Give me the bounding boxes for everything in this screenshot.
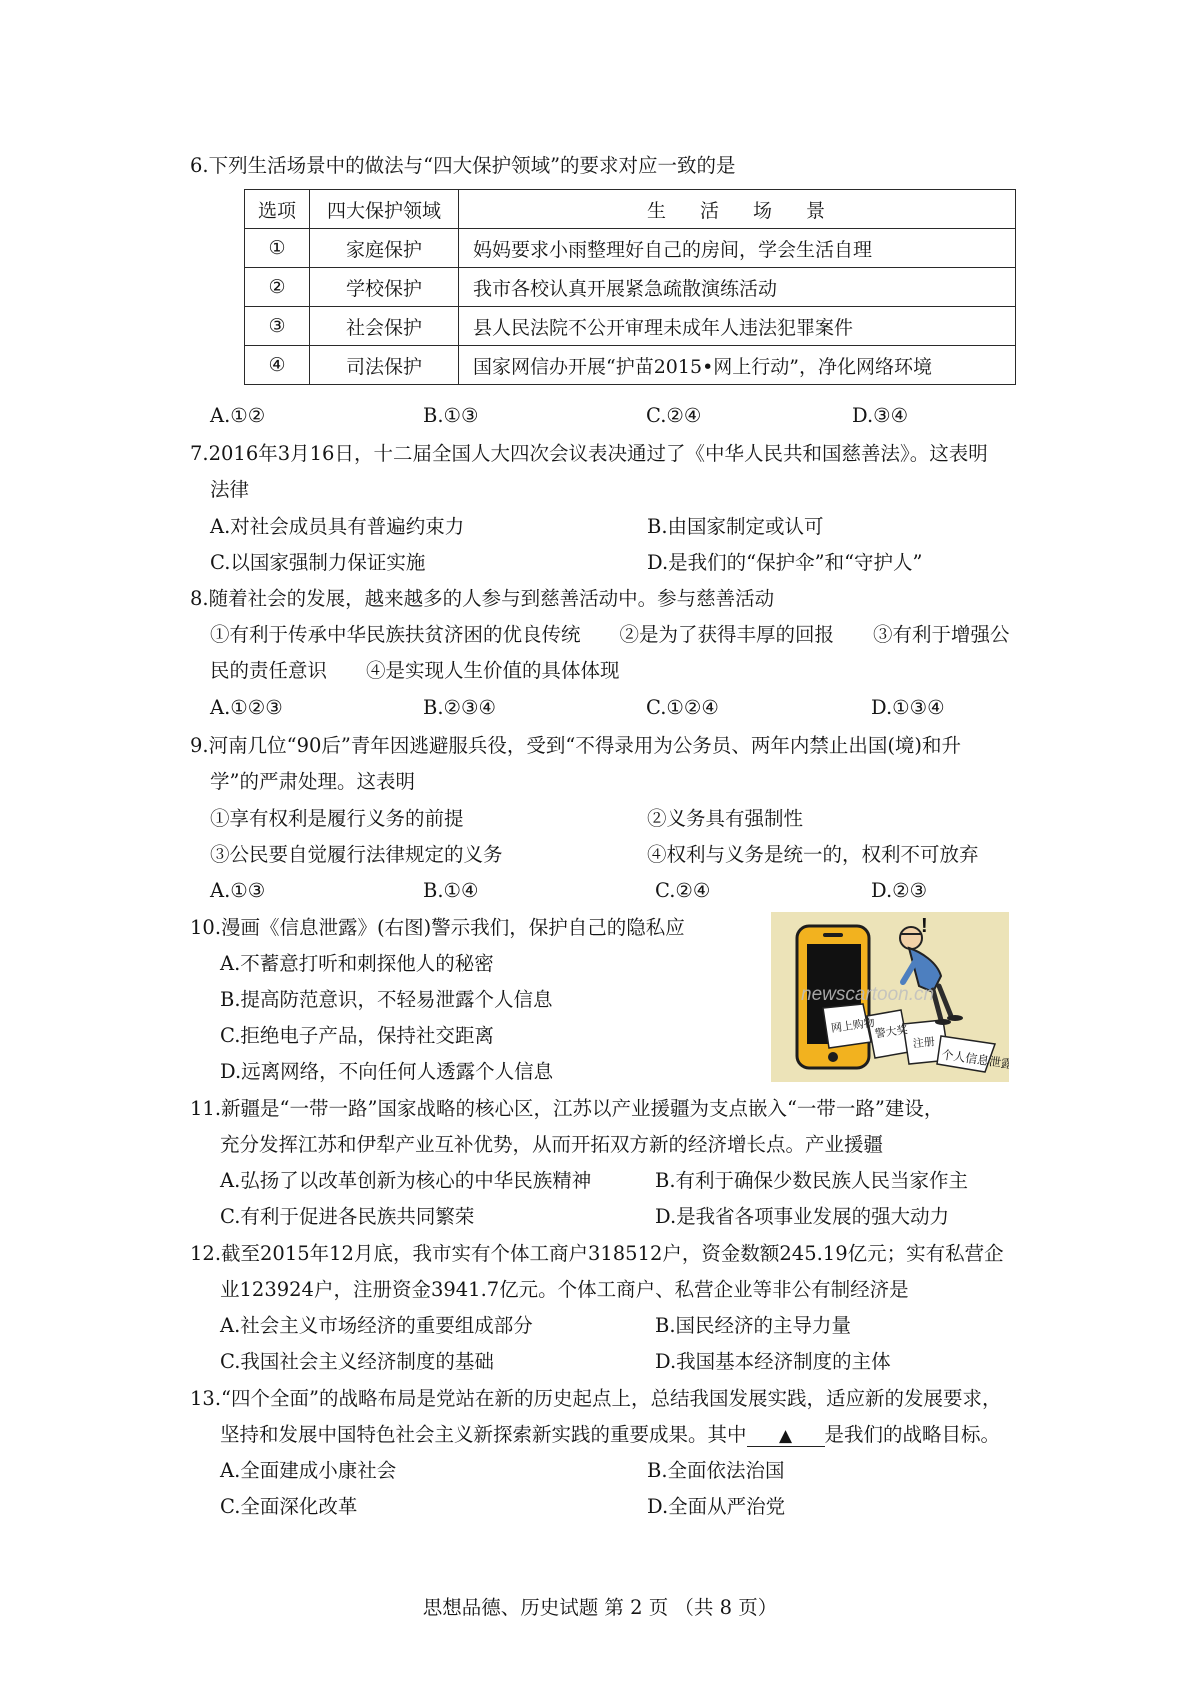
q9-item-2: ②义务具有强制性 (647, 807, 804, 830)
q12-option-b: B.国民经济的主导力量 (655, 1314, 852, 1337)
q9-option-c: C.②④ (655, 879, 711, 902)
q13-answer-blank: ▲ (747, 1426, 825, 1447)
q10-stem: 10.漫画《信息泄露》(右图)警示我们，保护自己的隐私应 (190, 916, 685, 939)
q6-row4-domain: 司法保护 (310, 346, 459, 385)
table-row (245, 268, 1016, 307)
q7-stem-line1: 7.2016年3月16日，十二届全国人大四次会议表决通过了《中华人民共和国慈善法》。这表明 (190, 442, 988, 465)
q7-option-a: A.对社会成员具有普遍约束力 (210, 515, 465, 538)
cartoon-watermark: newscartoon.cn (801, 984, 935, 1005)
q6-row2-num: ② (245, 268, 310, 307)
q7-option-b: B.由国家制定或认可 (647, 515, 824, 538)
q6-row2-domain: 学校保护 (310, 268, 459, 307)
paper-text-2: 警大奖 (874, 1024, 909, 1041)
q10-option-a: A.不蓄意打听和刺探他人的秘密 (220, 952, 494, 975)
q6-row3-domain: 社会保护 (310, 307, 459, 346)
q8-stem: 8.随着社会的发展，越来越多的人参与到慈善活动中。参与慈善活动 (190, 587, 775, 610)
q6-header-option: 选项 (245, 190, 310, 229)
q11-option-d: D.是我省各项事业发展的强大动力 (655, 1205, 950, 1228)
q13-stem-line1: 13.“四个全面”的战略布局是党站在新的历史起点上，总结我国发展实践，适应新的发展要求， (190, 1387, 1002, 1410)
q7-option-c: C.以国家强制力保证实施 (210, 551, 426, 574)
q6-header-domain: 四大保护领域 (310, 190, 459, 229)
q12-stem-line1: 12.截至2015年12月底，我市实有个体工商户318512户，资金数额245.19亿元；实有私营企 (190, 1242, 1004, 1265)
q9-item-3: ③公民要自觉履行法律规定的义务 (210, 843, 503, 866)
q6-table-header (245, 190, 1016, 229)
q11-option-c: C.有利于促进各民族共同繁荣 (220, 1205, 475, 1228)
q6-row3-scene: 县人民法院不公开审理未成年人违法犯罪案件 (459, 307, 1016, 346)
q7-option-d: D.是我们的“保护伞”和“守护人” (647, 551, 923, 574)
q13-option-d: D.全面从严治党 (647, 1495, 786, 1518)
q8-items-line1: ①有利于传承中华民族扶贫济困的优良传统 ②是为了获得丰厚的回报 ③有利于增强公 (210, 623, 1010, 646)
q6-row1-num: ① (245, 229, 310, 268)
q7-stem-line2: 法律 (210, 478, 250, 501)
q6-row2-scene: 我市各校认真开展紧急疏散演练活动 (459, 268, 1016, 307)
q13-stem-line2 (220, 1422, 1000, 1448)
q9-item-1: ①享有权利是履行义务的前提 (210, 807, 464, 830)
svg-text:!: ! (921, 915, 928, 937)
q13-stem-line2-pre: 坚持和发展中国特色社会主义新探索新实践的重要成果。其中 (220, 1423, 747, 1446)
q12-option-a: A.社会主义市场经济的重要组成部分 (220, 1314, 533, 1337)
table-row (245, 307, 1016, 346)
q6-option-a: A.①② (210, 404, 266, 427)
q6-stem: 6.下列生活场景中的做法与“四大保护领域”的要求对应一致的是 (190, 154, 736, 177)
q6-option-d: D.③④ (852, 404, 909, 427)
q10-option-d: D.远离网络，不向任何人透露个人信息 (220, 1060, 554, 1083)
q6-row1-domain: 家庭保护 (310, 229, 459, 268)
table-row (245, 346, 1016, 385)
q12-option-d: D.我国基本经济制度的主体 (655, 1350, 891, 1373)
q6-row1-scene: 妈妈要求小雨整理好自己的房间，学会生活自理 (459, 229, 1016, 268)
q11-option-a: A.弘扬了以改革创新为核心的中华民族精神 (220, 1169, 592, 1192)
q9-stem-line1: 9.河南几位“90后”青年因逃避服兵役，受到“不得录用为公务员、两年内禁止出国(境)和升 (190, 734, 962, 757)
q13-option-a: A.全面建成小康社会 (220, 1459, 397, 1482)
q13-option-c: C.全面深化改革 (220, 1495, 358, 1518)
paper-text-1: 网上购物 (830, 1017, 876, 1036)
q10-option-c: C.拒绝电子产品，保持社交距离 (220, 1024, 494, 1047)
paper-text-3: 注册 (912, 1036, 936, 1051)
info-leak-cartoon (771, 912, 1009, 1082)
q6-row4-num: ④ (245, 346, 310, 385)
page-footer: 思想品德、历史试题 第 2 页 （共 8 页） (422, 1596, 778, 1619)
q6-row4-scene: 国家网信办开展“护苗2015•网上行动”，净化网络环境 (459, 346, 1016, 385)
q6-row3-num: ③ (245, 307, 310, 346)
q11-stem-line2: 充分发挥江苏和伊犁产业互补优势，从而开拓双方新的经济增长点。产业援疆 (220, 1133, 884, 1156)
q8-items-line2: 民的责任意识 ④是实现人生价值的具体体现 (210, 659, 620, 682)
q6-option-c: C.②④ (646, 404, 702, 427)
q8-option-b: B.②③④ (423, 696, 496, 719)
table-row (245, 229, 1016, 268)
q11-stem-line1: 11.新疆是“一带一路”国家战略的核心区，江苏以产业援疆为支点嵌入“一带一路”建设， (190, 1097, 944, 1120)
q12-option-c: C.我国社会主义经济制度的基础 (220, 1350, 494, 1373)
q12-stem-line2: 业123924户，注册资金3941.7亿元。个体工商户、私营企业等非公有制经济是 (220, 1278, 909, 1301)
q9-option-b: B.①④ (423, 879, 479, 902)
q9-stem-line2: 学”的严肃处理。这表明 (210, 770, 415, 793)
q6-table (244, 189, 1016, 385)
q10-option-b: B.提高防范意识，不轻易泄露个人信息 (220, 988, 553, 1011)
q8-option-a: A.①②③ (210, 696, 283, 719)
q9-option-a: A.①③ (210, 879, 266, 902)
cartoon-illustration (771, 912, 1009, 1082)
q13-option-b: B.全面依法治国 (647, 1459, 785, 1482)
q6-option-b: B.①③ (423, 404, 479, 427)
q6-header-scene: 生活场景 (459, 190, 1016, 229)
q13-stem-line2-post: 是我们的战略目标。 (824, 1423, 1001, 1446)
cartoon-caption: 个人信息泄露 (940, 1047, 1009, 1072)
q8-option-d: D.①③④ (871, 696, 945, 719)
q8-option-c: C.①②④ (646, 696, 719, 719)
q9-item-4: ④权利与义务是统一的，权利不可放弃 (647, 843, 979, 866)
q9-option-d: D.②③ (871, 879, 928, 902)
q11-option-b: B.有利于确保少数民族人民当家作主 (655, 1169, 969, 1192)
